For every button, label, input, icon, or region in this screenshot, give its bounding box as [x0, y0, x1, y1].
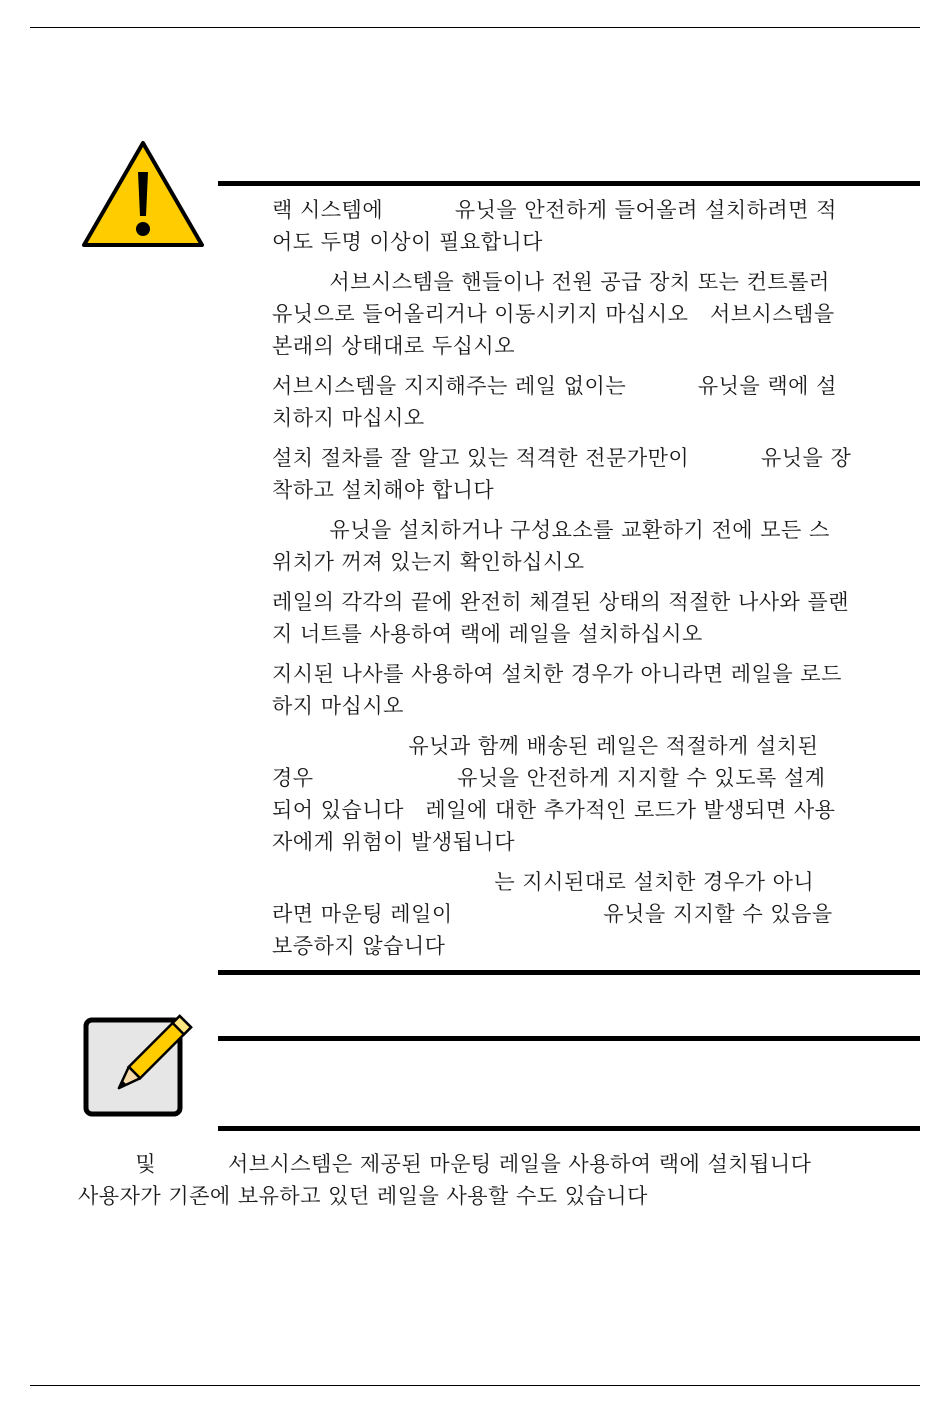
caution-item: 유닛을 설치하거나 구성요소를 교환하기 전에 모든 스 위치가 꺼져 있는지 확인하십시오 [272, 518, 830, 574]
caution-bottom-rule [218, 970, 920, 975]
warning-triangle-icon [80, 139, 206, 249]
note-top-rule [218, 1036, 920, 1041]
caution-list [272, 194, 918, 970]
pencil-note-icon [80, 1005, 198, 1119]
caution-item: 는 지시된대로 설치한 경우가 아니 라면 마운팅 레일이 유닛을 지지할 수 있음을 보증하지 않습니다 [272, 870, 833, 958]
caution-top-rule [218, 181, 920, 186]
note-bottom-rule [218, 1126, 920, 1131]
caution-item: 지시된 나사를 사용하여 설치한 경우가 아니라면 레일을 로드 하지 마십시오 [272, 662, 842, 718]
caution-item: 랙 시스템에 유닛을 안전하게 들어올려 설치하려면 적 어도 두명 이상이 필요합니다 [272, 198, 837, 254]
footer-rule [30, 1385, 920, 1386]
header-rule [30, 27, 920, 28]
caution-item: 설치 절차를 잘 알고 있는 적격한 전문가만이 유닛을 장 착하고 설치해야 합니다 [272, 446, 852, 502]
caution-item: 서브시스템을 핸들이나 전원 공급 장치 또는 컨트롤러 유닛으로 들어올리거나 이동시키지 마십시오 서브시스템을 본래의 상태대로 두십시오 [272, 270, 835, 358]
caution-item: 유닛과 함께 배송된 레일은 적절하게 설치된 경우 유닛을 안전하게 지지할 수 있도록 설계 되어 있습니다 레일에 대한 추가적인 로드가 발생되면 사용 자에게 위험이 발생됩니다 [272, 734, 836, 854]
caution-item: 서브시스템을 지지해주는 레일 없이는 유닛을 랙에 설 치하지 마십시오 [272, 374, 837, 430]
caution-item: 레일의 각각의 끝에 완전히 체결된 상태의 적절한 나사와 플랜 지 너트를 사용하여 랙에 레일을 설치하십시오 [272, 590, 850, 646]
note-paragraph: 및 서브시스템은 제공된 마운팅 레일을 사용하여 랙에 설치됩니다 사용자가 기존에 보유하고 있던 레일을 사용할 수도 있습니다 [78, 1152, 812, 1208]
